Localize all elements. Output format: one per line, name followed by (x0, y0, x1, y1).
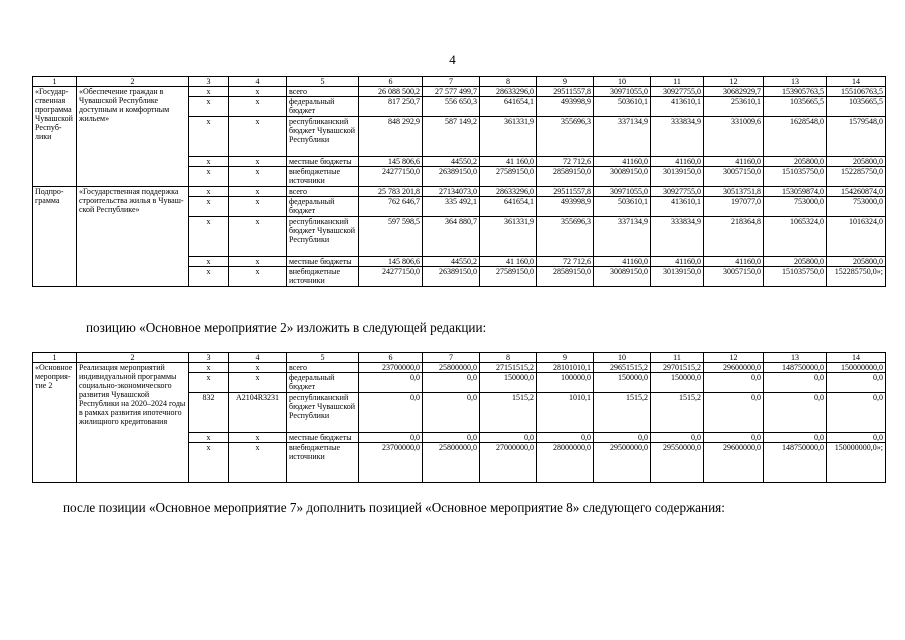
amount-cell: 148750000,0 (764, 443, 827, 483)
amount-cell: 0,0 (594, 433, 651, 443)
amount-cell: 30057150,0 (704, 267, 764, 287)
amount-cell: 762 646,7 (359, 197, 423, 217)
funding-source-cell: республиканский бюджет Чувашской Республики (287, 393, 359, 433)
column-number: 8 (480, 353, 537, 363)
amount-cell: 26389150,0 (423, 167, 480, 187)
program-status-cell: Подпрограмма (33, 187, 77, 287)
table-row (33, 187, 886, 197)
amount-cell: 29701515,2 (651, 363, 704, 373)
amount-cell: 150000000,0»; (827, 443, 886, 483)
amount-cell: 0,0 (827, 393, 886, 433)
amount-cell: 1515,2 (480, 393, 537, 433)
column-number: 10 (594, 77, 651, 87)
amount-cell: 27589150,0 (480, 267, 537, 287)
amount-cell: 100000,0 (537, 373, 594, 393)
amount-cell: 41160,0 (651, 157, 704, 167)
administrator-code-cell: х (189, 117, 229, 157)
table-header-row (33, 77, 886, 87)
amount-cell: 28633296,0 (480, 187, 537, 197)
amount-cell: 333834,9 (651, 217, 704, 257)
amount-cell: 72 712,6 (537, 257, 594, 267)
amount-cell: 361331,9 (480, 217, 537, 257)
column-number: 10 (594, 353, 651, 363)
amount-cell: 25 783 201,8 (359, 187, 423, 197)
amount-cell: 197077,0 (704, 197, 764, 217)
column-number: 6 (359, 353, 423, 363)
amount-cell: 26 088 500,2 (359, 87, 423, 97)
administrator-code-cell: х (189, 257, 229, 267)
amount-cell: 30927755,0 (651, 187, 704, 197)
amount-cell: 331009,6 (704, 117, 764, 157)
budget-table-main-activity-2 (32, 352, 886, 483)
administrator-code-cell: х (189, 157, 229, 167)
amount-cell: 145 806,6 (359, 257, 423, 267)
column-number: 11 (651, 77, 704, 87)
amount-cell: 44550,2 (423, 257, 480, 267)
amount-cell: 0,0 (827, 373, 886, 393)
amount-cell: 26389150,0 (423, 267, 480, 287)
amount-cell: 641654,1 (480, 97, 537, 117)
administrator-code-cell: х (189, 97, 229, 117)
amount-cell: 150000,0 (651, 373, 704, 393)
column-number: 12 (704, 77, 764, 87)
amount-cell: 0,0 (423, 393, 480, 433)
amount-cell: 72 712,6 (537, 157, 594, 167)
column-number: 11 (651, 353, 704, 363)
amount-cell: 29550000,0 (651, 443, 704, 483)
amount-cell: 0,0 (704, 393, 764, 433)
amount-cell: 41 160,0 (480, 157, 537, 167)
funding-source-cell: всего (287, 87, 359, 97)
funding-source-cell: местные бюджеты (287, 257, 359, 267)
amount-cell: 337134,9 (594, 217, 651, 257)
amount-cell: 817 250,7 (359, 97, 423, 117)
amount-cell: 0,0 (827, 433, 886, 443)
amount-cell: 30682929,7 (704, 87, 764, 97)
amount-cell: 218364,8 (704, 217, 764, 257)
column-number: 13 (764, 77, 827, 87)
amount-cell: 333834,9 (651, 117, 704, 157)
amount-cell: 0,0 (359, 393, 423, 433)
amount-cell: 0,0 (537, 433, 594, 443)
amount-cell: 27 577 499,7 (423, 87, 480, 97)
budget-classification-cell: х (229, 167, 287, 187)
column-number: 7 (423, 353, 480, 363)
amount-cell: 1010,1 (537, 393, 594, 433)
amount-cell: 0,0 (423, 373, 480, 393)
amount-cell: 413610,1 (651, 197, 704, 217)
budget-classification-cell: х (229, 257, 287, 267)
column-number: 13 (764, 353, 827, 363)
amount-cell: 153905763,5 (764, 87, 827, 97)
column-number: 1 (33, 77, 77, 87)
amount-cell: 205800,0 (764, 257, 827, 267)
funding-source-cell: федеральный бюджет (287, 197, 359, 217)
program-status-cell: «Государственная программа Чувашской Республики (33, 87, 77, 187)
amount-cell: 41160,0 (704, 257, 764, 267)
amount-cell: 0,0 (764, 393, 827, 433)
amount-cell: 29600000,0 (704, 443, 764, 483)
table-row (33, 87, 886, 97)
amount-cell: 1035665,5 (827, 97, 886, 117)
administrator-code-cell: х (189, 187, 229, 197)
amount-cell: 364 880,7 (423, 217, 480, 257)
program-name-cell: «Обеспечение граждан в Чувашской Республике доступным и комфортным жильем» (77, 87, 189, 187)
administrator-code-cell: х (189, 87, 229, 97)
administrator-code-cell: х (189, 197, 229, 217)
amount-cell: 0,0 (480, 433, 537, 443)
funding-source-cell: местные бюджеты (287, 157, 359, 167)
column-number: 5 (287, 353, 359, 363)
column-number: 6 (359, 77, 423, 87)
amount-cell: 27134073,0 (423, 187, 480, 197)
amount-cell: 355696,3 (537, 117, 594, 157)
amount-cell: 41160,0 (651, 257, 704, 267)
budget-classification-cell: х (229, 187, 287, 197)
amount-cell: 153059874,0 (764, 187, 827, 197)
column-number: 2 (77, 77, 189, 87)
amount-cell: 355696,3 (537, 217, 594, 257)
funding-source-cell: республиканский бюджет Чувашской Республики (287, 217, 359, 257)
funding-source-cell: местные бюджеты (287, 433, 359, 443)
amount-cell: 29511557,8 (537, 87, 594, 97)
amount-cell: 30513751,8 (704, 187, 764, 197)
amount-cell: 753000,0 (764, 197, 827, 217)
column-number: 14 (827, 353, 886, 363)
administrator-code-cell: х (189, 217, 229, 257)
amount-cell: 23700000,0 (359, 443, 423, 483)
amount-cell: 28589150,0 (537, 167, 594, 187)
administrator-code-cell: 832 (189, 393, 229, 433)
amount-cell: 1515,2 (594, 393, 651, 433)
amount-cell: 361331,9 (480, 117, 537, 157)
amount-cell: 27589150,0 (480, 167, 537, 187)
amount-cell: 1515,2 (651, 393, 704, 433)
amount-cell: 587 149,2 (423, 117, 480, 157)
amount-cell: 148750000,0 (764, 363, 827, 373)
amount-cell: 27151515,2 (480, 363, 537, 373)
amount-cell: 0,0 (651, 433, 704, 443)
amount-cell: 556 650,3 (423, 97, 480, 117)
amount-cell: 150000000,0 (827, 363, 886, 373)
amount-cell: 0,0 (764, 433, 827, 443)
amount-cell: 29500000,0 (594, 443, 651, 483)
amount-cell: 0,0 (423, 433, 480, 443)
amount-cell: 151035750,0 (764, 167, 827, 187)
funding-source-cell: федеральный бюджет (287, 373, 359, 393)
column-number: 3 (189, 77, 229, 87)
administrator-code-cell: х (189, 373, 229, 393)
amount-cell: 493998,9 (537, 97, 594, 117)
administrator-code-cell: х (189, 443, 229, 483)
amount-cell: 1628548,0 (764, 117, 827, 157)
administrator-code-cell: х (189, 363, 229, 373)
amount-cell: 41160,0 (704, 157, 764, 167)
program-status-cell: «Основное мероприятие 2 (33, 363, 77, 483)
page-number: 4 (449, 52, 456, 67)
amount-cell: 597 598,5 (359, 217, 423, 257)
amount-cell: 24277150,0 (359, 167, 423, 187)
budget-classification-cell: х (229, 117, 287, 157)
budget-classification-cell: х (229, 87, 287, 97)
amount-cell: 30089150,0 (594, 267, 651, 287)
table-header-row (33, 353, 886, 363)
table-row (33, 363, 886, 373)
amount-cell: 493998,9 (537, 197, 594, 217)
budget-classification-cell: х (229, 373, 287, 393)
amount-cell: 1065324,0 (764, 217, 827, 257)
amount-cell: 253610,1 (704, 97, 764, 117)
budget-classification-cell: х (229, 267, 287, 287)
amount-cell: 145 806,6 (359, 157, 423, 167)
amount-cell: 848 292,9 (359, 117, 423, 157)
amount-cell: 641654,1 (480, 197, 537, 217)
funding-source-cell: внебюджетные источники (287, 443, 359, 483)
amount-cell: 27000000,0 (480, 443, 537, 483)
amount-cell: 24277150,0 (359, 267, 423, 287)
amount-cell: 29600000,0 (704, 363, 764, 373)
amount-cell: 205800,0 (827, 257, 886, 267)
amount-cell: 503610,1 (594, 197, 651, 217)
amount-cell: 28633296,0 (480, 87, 537, 97)
budget-classification-cell: х (229, 363, 287, 373)
amount-cell: 154260874,0 (827, 187, 886, 197)
budget-classification-cell: х (229, 433, 287, 443)
amount-cell: 152285750,0»; (827, 267, 886, 287)
amount-cell: 41 160,0 (480, 257, 537, 267)
funding-source-cell: внебюджетные источники (287, 267, 359, 287)
amount-cell: 150000,0 (480, 373, 537, 393)
amount-cell: 413610,1 (651, 97, 704, 117)
amount-cell: 30971055,0 (594, 87, 651, 97)
budget-classification-cell: х (229, 157, 287, 167)
amount-cell: 1579548,0 (827, 117, 886, 157)
amount-cell: 23700000,0 (359, 363, 423, 373)
amount-cell: 30927755,0 (651, 87, 704, 97)
column-number: 4 (229, 353, 287, 363)
column-number: 14 (827, 77, 886, 87)
amount-cell: 0,0 (764, 373, 827, 393)
amount-cell: 205800,0 (764, 157, 827, 167)
amount-cell: 41160,0 (594, 257, 651, 267)
amount-cell: 30057150,0 (704, 167, 764, 187)
amount-cell: 0,0 (359, 433, 423, 443)
administrator-code-cell: х (189, 167, 229, 187)
column-number: 12 (704, 353, 764, 363)
funding-source-cell: республиканский бюджет Чувашской Республики (287, 117, 359, 157)
instruction-paragraph-1: позицию «Основное мероприятие 2» изложить в следующей редакции: (86, 320, 487, 335)
amount-cell: 44550,2 (423, 157, 480, 167)
amount-cell: 1016324,0 (827, 217, 886, 257)
amount-cell: 0,0 (359, 373, 423, 393)
amount-cell: 155106763,5 (827, 87, 886, 97)
budget-classification-cell: х (229, 443, 287, 483)
budget-classification-cell: х (229, 97, 287, 117)
column-number: 8 (480, 77, 537, 87)
funding-source-cell: федеральный бюджет (287, 97, 359, 117)
amount-cell: 337134,9 (594, 117, 651, 157)
amount-cell: 335 492,1 (423, 197, 480, 217)
amount-cell: 25800000,0 (423, 363, 480, 373)
column-number: 1 (33, 353, 77, 363)
amount-cell: 30089150,0 (594, 167, 651, 187)
column-number: 9 (537, 77, 594, 87)
budget-table-program (32, 76, 886, 287)
funding-source-cell: всего (287, 187, 359, 197)
amount-cell: 30971055,0 (594, 187, 651, 197)
amount-cell: 28000000,0 (537, 443, 594, 483)
instruction-paragraph-2: после позиции «Основное мероприятие 7» дополнить позицией «Основное мероприятие 8» следующего содержания: (63, 500, 725, 515)
program-name-cell: Реализация мероприятий индивидуальной программы социально-экономического развития Чувашской Республики на 2020–2024 годы в рамках развития ипотечного жилищного кредитования (77, 363, 189, 483)
amount-cell: 205800,0 (827, 157, 886, 167)
amount-cell: 29511557,8 (537, 187, 594, 197)
column-number: 2 (77, 353, 189, 363)
amount-cell: 503610,1 (594, 97, 651, 117)
budget-classification-cell: х (229, 217, 287, 257)
program-name-cell: «Государственная поддержка строительства жилья в Чувашской Республике» (77, 187, 189, 287)
amount-cell: 41160,0 (594, 157, 651, 167)
amount-cell: 152285750,0 (827, 167, 886, 187)
column-number: 9 (537, 353, 594, 363)
column-number: 4 (229, 77, 287, 87)
amount-cell: 29651515,2 (594, 363, 651, 373)
column-number: 7 (423, 77, 480, 87)
amount-cell: 150000,0 (594, 373, 651, 393)
amount-cell: 30139150,0 (651, 267, 704, 287)
amount-cell: 28101010,1 (537, 363, 594, 373)
amount-cell: 151035750,0 (764, 267, 827, 287)
column-number: 5 (287, 77, 359, 87)
administrator-code-cell: х (189, 267, 229, 287)
amount-cell: 1035665,5 (764, 97, 827, 117)
column-number: 3 (189, 353, 229, 363)
amount-cell: 0,0 (704, 373, 764, 393)
amount-cell: 30139150,0 (651, 167, 704, 187)
amount-cell: 28589150,0 (537, 267, 594, 287)
amount-cell: 25800000,0 (423, 443, 480, 483)
amount-cell: 753000,0 (827, 197, 886, 217)
budget-classification-cell: А2104R3231 (229, 393, 287, 433)
amount-cell: 0,0 (704, 433, 764, 443)
funding-source-cell: внебюджетные источники (287, 167, 359, 187)
budget-classification-cell: х (229, 197, 287, 217)
funding-source-cell: всего (287, 363, 359, 373)
administrator-code-cell: х (189, 433, 229, 443)
